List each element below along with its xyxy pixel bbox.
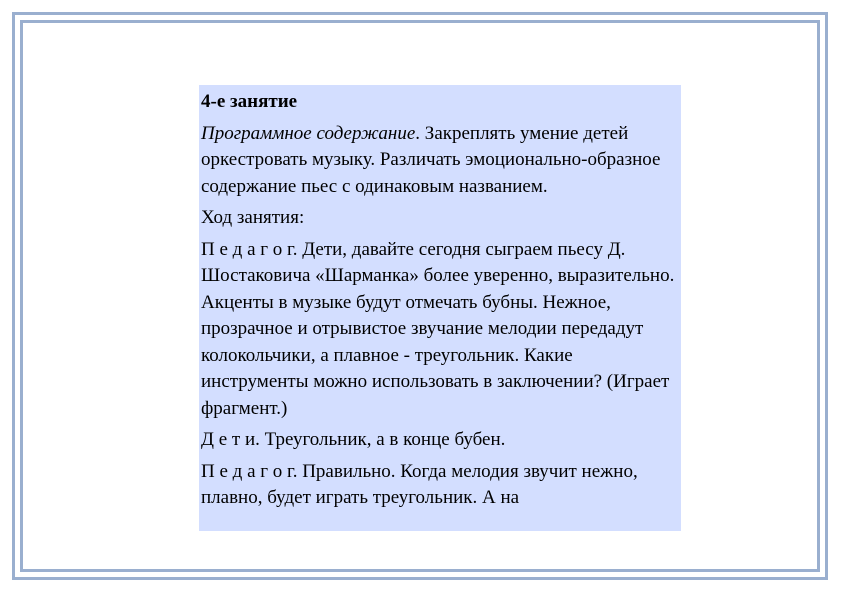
lesson-text-box <box>199 85 681 531</box>
dialogue-paragraph-3 <box>201 459 679 512</box>
speaker-teacher: П е д а г о г. <box>201 238 298 260</box>
program-label: Программное содержание <box>201 122 416 144</box>
dialogue-paragraph-2 <box>201 427 679 454</box>
dialogue-text: Треугольник, а в конце бубен. <box>259 429 506 450</box>
dialogue-text: Дети, давайте сегодня сыграем пьесу Д. Шостаковича «Шарманка» более уверенно, выразительно. Акценты в музыке будут отмечать бубны. Нежное, прозрачное и отрывистое звучание мелодии передадут колокольчики, а плавное - треугольник. Какие инструменты можно использовать в заключении? (Играет фрагмент.) <box>201 238 675 419</box>
program-paragraph <box>201 121 679 201</box>
dialogue-paragraph-1 <box>201 237 679 423</box>
program-text: . Закреплять умение детей оркестровать музыку. Различать эмоционально-образное содержание пьес с одинаковым названием. <box>201 122 661 197</box>
speaker-teacher: П е д а г о г. <box>201 460 298 482</box>
lesson-title: 4-е занятие <box>201 91 298 112</box>
course-heading: Ход занятия: <box>201 207 305 228</box>
speaker-children: Д е т и. <box>201 429 260 450</box>
dialogue-text: Правильно. Когда мелодия звучит нежно, плавно, будет играть треугольник. А на <box>201 460 638 508</box>
